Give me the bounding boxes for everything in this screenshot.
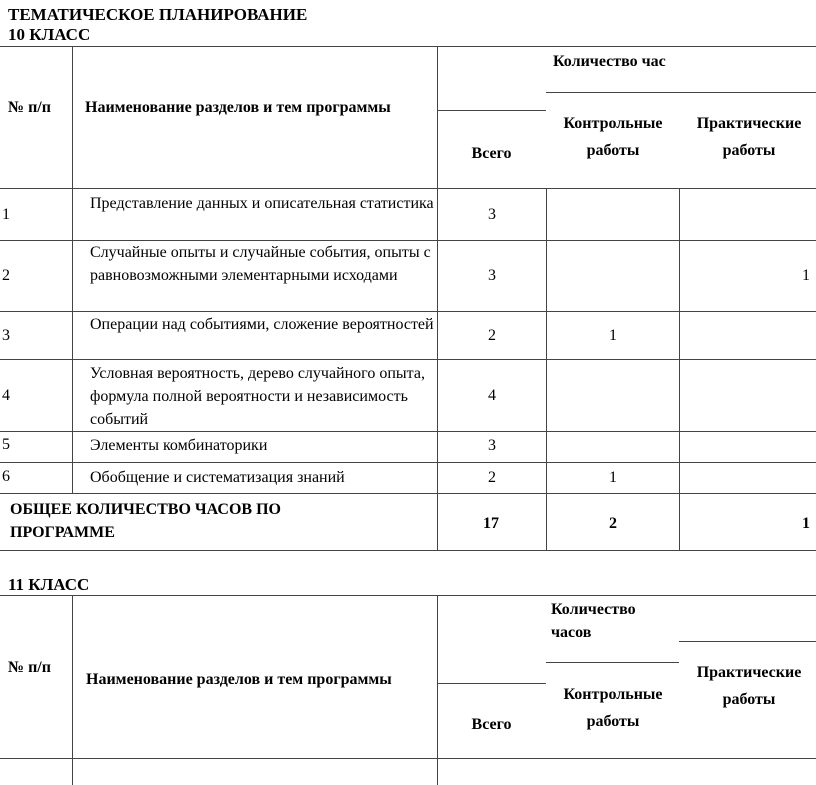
t10-header-practical: Практические работы	[696, 115, 802, 159]
t10-header-num: № п/п	[8, 99, 51, 116]
row-num: 5	[2, 436, 10, 453]
row-name: Элементы комбинаторики	[90, 437, 268, 454]
t11-header-hours-group: Количество часов	[551, 601, 636, 641]
t11-header-control: Контрольные работы	[563, 686, 663, 730]
grade-11-heading: 11 КЛАСС	[8, 575, 90, 594]
grade-10-heading: 10 КЛАСС	[8, 25, 91, 44]
row-name: Условная вероятность, дерево случайного опыта, формула полной вероятности и независимость событий	[90, 365, 425, 428]
summary-practical: 1	[802, 515, 810, 532]
row-practical: 1	[802, 267, 810, 284]
t10-header-hours-group: Количество час	[553, 53, 666, 70]
t11-header-total: Всего	[471, 716, 512, 733]
row-num: 1	[2, 206, 10, 223]
row-name: Операции над событиями, сложение вероятностей	[90, 316, 434, 333]
summary-total: 17	[483, 515, 499, 532]
row-name: Случайные опыты и случайные события, опыты с равновозможными элементарными исходами	[90, 244, 431, 284]
row-num: 6	[2, 468, 10, 485]
row-control: 1	[609, 469, 617, 486]
row-total: 3	[488, 267, 496, 284]
row-name: Обобщение и систематизация знаний	[90, 469, 345, 486]
t10-header-control: Контрольные работы	[563, 115, 663, 159]
row-control: 1	[609, 327, 617, 344]
row-num: 3	[2, 327, 10, 344]
document-title: ТЕМАТИЧЕСКОЕ ПЛАНИРОВАНИЕ	[8, 5, 308, 24]
row-num: 4	[2, 387, 10, 404]
t10-header-name: Наименование разделов и тем программы	[85, 99, 391, 116]
row-total: 2	[488, 327, 496, 344]
summary-label: ОБЩЕЕ КОЛИЧЕСТВО ЧАСОВ ПО ПРОГРАММЕ	[10, 501, 281, 541]
row-total: 4	[488, 387, 496, 404]
t11-header-name: Наименование разделов и тем программы	[86, 671, 392, 688]
summary-control: 2	[609, 515, 617, 532]
row-total: 3	[488, 437, 496, 454]
row-total: 2	[488, 469, 496, 486]
row-name: Представление данных и описательная статистика	[90, 195, 434, 212]
t10-header-total: Всего	[471, 145, 512, 162]
t11-header-practical: Практические работы	[696, 664, 802, 708]
row-num: 2	[2, 267, 10, 284]
t11-header-num: № п/п	[8, 659, 51, 676]
row-total: 3	[488, 206, 496, 223]
